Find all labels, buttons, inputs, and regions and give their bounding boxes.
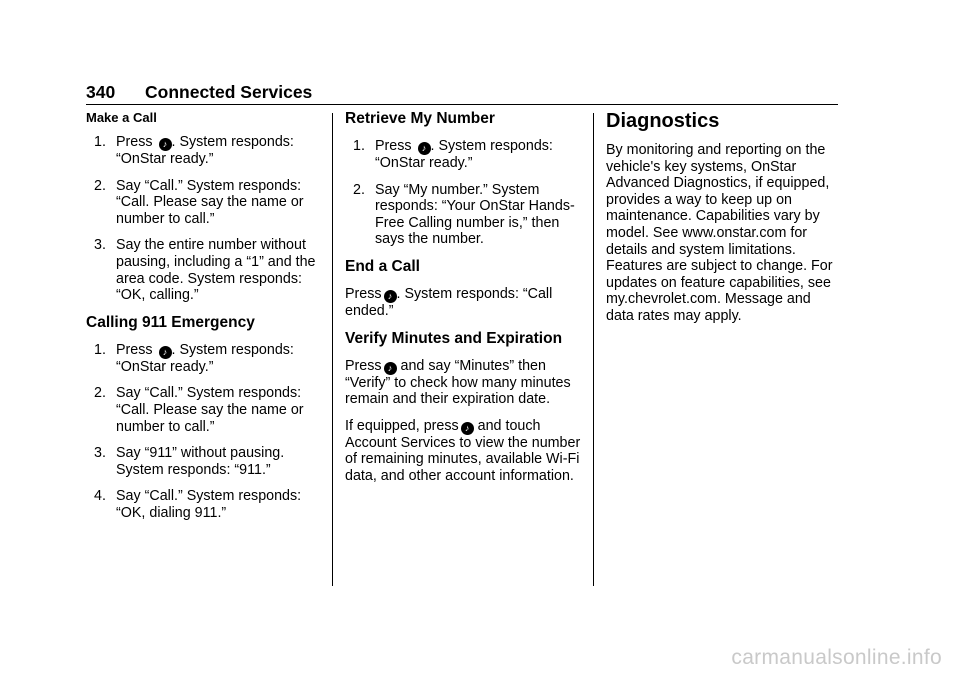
list-item xyxy=(345,138,583,172)
diagnostics-heading: Diagnostics xyxy=(606,110,720,132)
paragraph-text: and say “Minutes” then “Verify” to check how many minutes remain and their expiration date. xyxy=(345,357,571,408)
voice-command-icon: ♪ xyxy=(384,362,397,375)
column-2 xyxy=(345,110,583,495)
list-item xyxy=(86,488,324,521)
list-item xyxy=(86,237,324,303)
step-text: . System responds: “OnStar ready.” xyxy=(375,138,553,171)
account-services-text xyxy=(345,418,583,485)
section-title: Connected Services xyxy=(145,82,313,102)
watermark: carmanualsonline.info xyxy=(731,646,942,669)
verify-minutes-heading: Verify Minutes and Expiration xyxy=(345,329,563,347)
paragraph-text: Press xyxy=(345,357,382,374)
paragraph-text: and touch Account Services to view the number of remaining minutes, available Wi-Fi data, and other account information. xyxy=(345,417,581,484)
step-text: Say “911” without pausing. System responds: “911.” xyxy=(116,445,285,478)
step-number: 3. xyxy=(94,445,106,462)
list-item xyxy=(86,342,324,376)
column-divider-2 xyxy=(593,113,594,586)
step-number: 2. xyxy=(353,181,365,198)
step-text: . System responds: “OnStar ready.” xyxy=(116,341,294,375)
step-text: Say “Call.” System responds: “Call. Please say the name or number to call.” xyxy=(116,177,304,227)
page-header xyxy=(86,80,838,105)
step-text: Say “My number.” System responds: “Your OnStar Hands-Free Calling number is,” then says the number. xyxy=(375,181,575,248)
end-call-text xyxy=(345,286,583,320)
step-number: 4. xyxy=(94,488,106,505)
voice-command-icon: ♪ xyxy=(418,142,431,155)
page-number: 340 xyxy=(86,82,116,102)
step-text: Say “Call.” System responds: “Call. Please say the name or number to call.” xyxy=(116,385,304,435)
step-text: . System responds: “OnStar ready.” xyxy=(116,134,294,167)
retrieve-number-steps xyxy=(345,138,583,248)
column-1 xyxy=(86,110,324,532)
paragraph-text: . System responds: “Call ended.” xyxy=(345,285,553,319)
step-text: Say the entire number without pausing, including a “1” and the area code. System responds: “OK, calling.” xyxy=(116,237,316,304)
paragraph-text: Press xyxy=(345,285,382,302)
calling-911-heading: Calling 911 Emergency xyxy=(86,313,255,331)
step-text: Say “Call.” System responds: “OK, dialing 911.” xyxy=(116,488,302,521)
make-call-steps xyxy=(86,134,324,304)
step-text: Press xyxy=(116,134,153,150)
step-number: 2. xyxy=(94,177,106,194)
end-call-heading: End a Call xyxy=(345,257,420,275)
step-number: 2. xyxy=(94,385,106,402)
step-number: 3. xyxy=(94,237,106,254)
step-number: 1. xyxy=(94,341,106,358)
list-item xyxy=(86,445,324,478)
voice-command-icon: ♪ xyxy=(159,346,172,359)
step-text: Press xyxy=(375,138,412,154)
make-call-heading: Make a Call xyxy=(86,110,157,125)
verify-minutes-text xyxy=(345,358,583,408)
diagnostics-text: By monitoring and reporting on the vehicle's key systems, OnStar Advanced Diagnostics, if equipped, provides a way to keep up on maintenance. Capabilities vary by model. See www.onstar.com for details and system limitations. Features are subject to change. For updates on feature capabilities, see my.chevrolet.com. Message and data rates may apply. xyxy=(606,142,833,324)
voice-command-icon: ♪ xyxy=(461,422,474,435)
voice-command-icon: ♪ xyxy=(384,290,397,303)
list-item xyxy=(86,385,324,435)
column-divider-1 xyxy=(332,113,333,586)
list-item xyxy=(86,134,324,168)
column-3 xyxy=(606,110,838,335)
step-text: Press xyxy=(116,341,153,358)
step-number: 1. xyxy=(94,134,106,150)
list-item xyxy=(86,178,324,228)
paragraph-text: If equipped, press xyxy=(345,417,459,434)
retrieve-number-heading: Retrieve My Number xyxy=(345,110,495,127)
voice-command-icon: ♪ xyxy=(159,138,172,151)
calling-911-steps xyxy=(86,342,324,522)
list-item xyxy=(345,182,583,248)
step-number: 1. xyxy=(353,138,365,154)
